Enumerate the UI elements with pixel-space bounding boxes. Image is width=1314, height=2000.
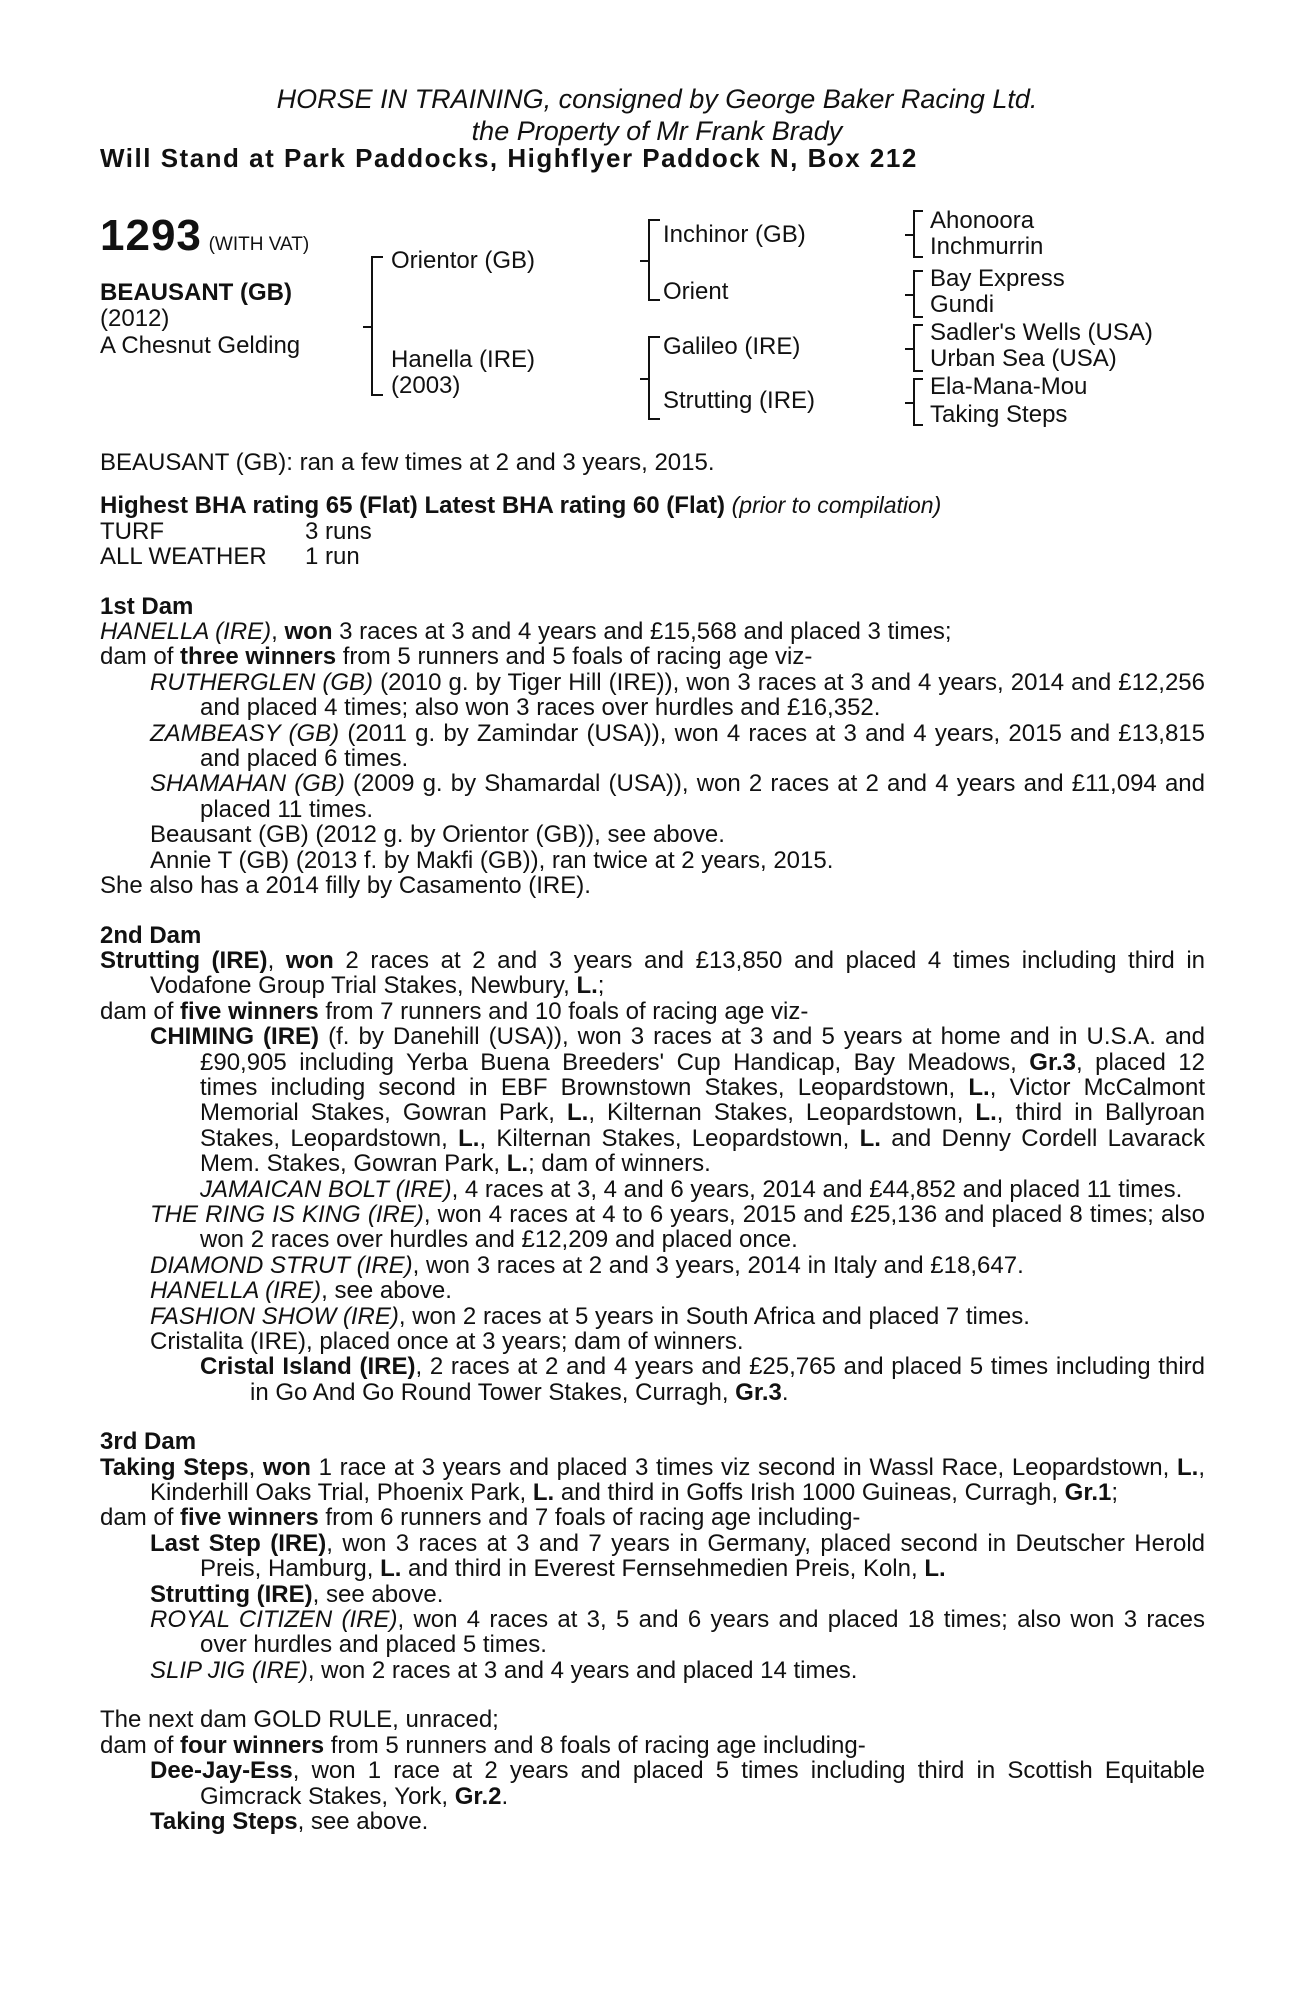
horse-year: (2012) — [100, 305, 170, 332]
offspring-filly: She also has a 2014 filly by Casamento (IRE). — [100, 872, 591, 900]
rating-line — [100, 493, 1205, 518]
turf-row — [100, 519, 1205, 544]
horse-description: A Chesnut Gelding — [100, 332, 301, 359]
first-dam-record: HANELLA (IRE), won 3 races at 3 and 4 years and £15,568 and placed 3 times; — [100, 618, 952, 646]
pedigree-sire: Orientor (GB) — [391, 247, 536, 274]
pedigree-g7: Ela-Mana-Mou — [930, 373, 1088, 400]
offspring-taking-steps: Taking Steps, see above. — [150, 1807, 429, 1835]
offspring-slip-jig: SLIP JIG (IRE), won 2 races at 3 and 4 years and placed 14 times. — [150, 1656, 858, 1684]
offspring-shamahan: SHAMAHAN (GB) (2009 g. by Shamardal (USA)), won 2 races at 2 and 4 years and £11,094 and placed 11 times. — [150, 770, 1205, 823]
pedigree-g3: Bay Express — [930, 265, 1065, 292]
third-dam-heading: 3rd Dam — [100, 1428, 197, 1456]
brace-g4 — [913, 378, 923, 426]
second-dam-record: Strutting (IRE), won 2 races at 2 and 3 years and £13,850 and placed 4 times including third in Vodafone Group Trial Stakes, Newbury, L.; — [100, 946, 1206, 1000]
offspring-zambeasy: ZAMBEASY (GB) (2011 g. by Zamindar (USA)), won 4 races at 3 and 4 years, 2015 and £13,815 and placed 6 times. — [150, 719, 1205, 773]
offspring-cristal-island: Cristal Island (IRE), 2 races at 2 and 4 years and £25,765 and placed 5 times including third in Go And Go Round Tower Stakes, Curragh, Gr.3. — [200, 1353, 1205, 1406]
offspring-dee-jay-ess: Dee-Jay-Ess, won 1 race at 2 years and placed 5 times including third in Scottish Equitable Gimcrack Stakes, York, Gr.2. — [150, 1757, 1205, 1810]
pedigree-sire-dam: Orient — [663, 278, 729, 305]
horse-name: BEAUSANT (GB) — [100, 279, 292, 306]
rating-note: (prior to compilation) — [731, 492, 942, 519]
brace-dam-line — [648, 336, 660, 420]
brace-g3 — [913, 324, 923, 372]
aw-label: ALL WEATHER — [100, 543, 267, 571]
second-dam-produce: dam of five winners from 7 runners and 10 foals of racing age viz- — [100, 997, 809, 1025]
offspring-royal-citizen: ROYAL CITIZEN (IRE), won 4 races at 3, 5 and 6 years and placed 18 times; also won 3 races over hurdles and placed 5 times. — [150, 1606, 1206, 1659]
aw-row — [100, 544, 1205, 569]
aw-value: 1 run — [305, 543, 360, 571]
turf-value: 3 runs — [305, 517, 372, 545]
lot-number: 1293 — [100, 211, 202, 260]
turf-label: TURF — [100, 517, 164, 545]
pedigree-dam-sire: Galileo (IRE) — [663, 333, 801, 360]
offspring-chiming: CHIMING (IRE) (f. by Danehill (USA)), won 3 races at 3 and 5 years at home and in U.S.A. and £90,905 including Yerba Buena Breeders' Cup Handicap, Bay Meadows, Gr.3, placed 12 times including second in EBF Brownstown Stakes, Leopardstown, L., Victor McCalmont Memorial Stakes, Gowran Park, L., Kilternan Stakes, Leopardstown, L., third in Ballyroan Stakes, Leopardstown, L., Kilternan Stakes, Leopardstown, L. and Denny Cordell Lavarack Mem. Stakes, Gowran Park, L.; dam of winners. — [150, 1023, 1206, 1178]
vat-note: (WITH VAT) — [208, 234, 310, 255]
offspring-cristalita: Cristalita (IRE), placed once at 3 years; dam of winners. — [150, 1328, 744, 1355]
pedigree-dam-dam: Strutting (IRE) — [663, 387, 816, 414]
pedigree-g5: Sadler's Wells (USA) — [930, 319, 1153, 346]
pedigree-g1: Ahonoora — [930, 207, 1035, 234]
third-dam-record: Taking Steps, won 1 race at 3 years and placed 3 times viz second in Wassl Race, Leopardstown, L., Kinderhill Oaks Trial, Phoenix Park, L. and third in Goffs Irish 1000 Guineas, Curragh, Gr.1; — [100, 1453, 1205, 1507]
pedigree-g6: Urban Sea (USA) — [930, 345, 1117, 372]
pedigree-dam: Hanella (IRE) — [391, 346, 536, 373]
offspring-diamond-strut: DIAMOND STRUT (IRE), won 3 races at 2 and 3 years, 2014 in Italy and £18,647. — [150, 1251, 1024, 1279]
offspring-rutherglen: RUTHERGLEN (GB) (2010 g. by Tiger Hill (IRE)), won 3 races at 3 and 4 years, 2014 and £12,256 and placed 4 times; also won 3 races over hurdles and £16,352. — [150, 668, 1205, 722]
lot-number-line — [100, 211, 310, 260]
offspring-strutting: Strutting (IRE), see above. — [150, 1580, 444, 1608]
pedigree-g8: Taking Steps — [930, 401, 1068, 428]
pedigree-g2: Inchmurrin — [930, 233, 1044, 260]
pedigree-dam-year: (2003) — [391, 372, 461, 399]
first-dam-produce: dam of three winners from 5 runners and 5 foals of racing age viz- — [100, 643, 813, 671]
brace-sire-dam — [371, 256, 383, 396]
third-dam-produce: dam of five winners from 6 runners and 7 foals of racing age including- — [100, 1504, 861, 1532]
brace-g2 — [913, 270, 923, 318]
next-dam-produce: dam of four winners from 5 runners and 8 foals of racing age including- — [100, 1731, 866, 1759]
catalogue-body — [100, 450, 1205, 1834]
offspring-last-step: Last Step (IRE), won 3 races at 3 and 7 years in Germany, placed second in Deutscher Herold Preis, Hamburg, L. and third in Everest Fernsehmedien Preis, Koln, L. — [150, 1529, 1206, 1583]
brace-g1 — [913, 210, 923, 258]
offspring-hanella: HANELLA (IRE), see above. — [150, 1277, 452, 1305]
first-dam-heading: 1st Dam — [100, 592, 194, 620]
pedigree-g4: Gundi — [930, 291, 995, 318]
offspring-annie-t: Annie T (GB) (2013 f. by Makfi (GB)), ran twice at 2 years, 2015. — [150, 846, 834, 874]
brace-sire-line — [648, 219, 660, 301]
rating-text: Highest BHA rating 65 (Flat) Latest BHA rating 60 (Flat) — [100, 492, 725, 520]
race-summary: BEAUSANT (GB): ran a few times at 2 and 3 years, 2015. — [100, 449, 715, 476]
second-dam-heading: 2nd Dam — [100, 921, 202, 949]
next-dam-record: The next dam GOLD RULE, unraced; — [100, 1706, 499, 1734]
offspring-fashion-show: FASHION SHOW (IRE), won 2 races at 5 years in South Africa and placed 7 times. — [150, 1302, 1030, 1330]
header-property: the Property of Mr Frank Brady — [471, 116, 843, 146]
pedigree-sire-sire: Inchinor (GB) — [663, 221, 806, 248]
offspring-beausant: Beausant (GB) (2012 g. by Orientor (GB)), see above. — [150, 821, 725, 849]
offspring-ring-is-king: THE RING IS KING (IRE), won 4 races at 4 to 6 years, 2015 and £25,136 and placed 8 times; also won 2 races over hurdles and £12,209 and placed once. — [150, 1200, 1205, 1254]
offspring-jamaican-bolt: JAMAICAN BOLT (IRE), 4 races at 3, 4 and 6 years, 2014 and £44,852 and placed 11 times. — [200, 1175, 1183, 1203]
header-location: Will Stand at Park Paddocks, Highflyer Paddock N, Box 212 — [100, 143, 918, 173]
header-consignor: HORSE IN TRAINING, consigned by George Baker Racing Ltd. — [276, 84, 1038, 114]
